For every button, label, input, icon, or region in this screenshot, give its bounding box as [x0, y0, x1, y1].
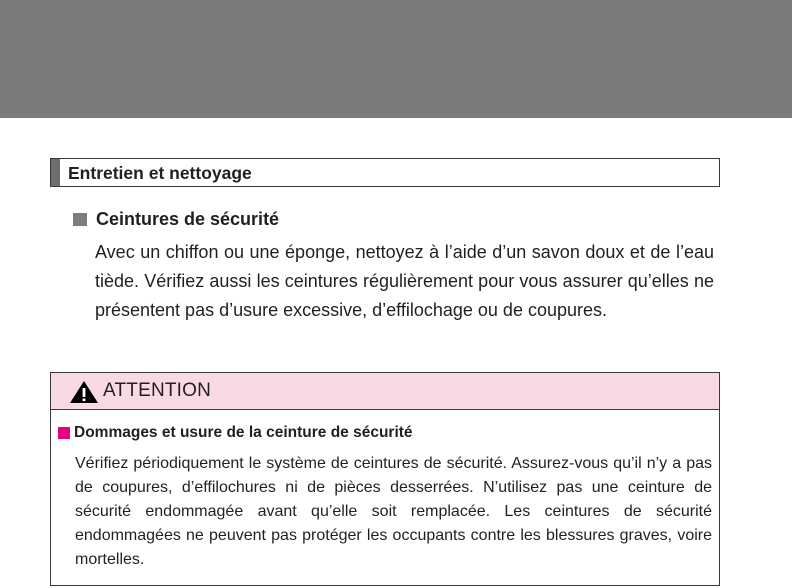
warning-heading-text: Dommages et usure de la ceinture de sécurité: [74, 424, 413, 441]
warning-label: ATTENTION: [103, 380, 212, 401]
section-header-bar: [51, 159, 60, 186]
warning-box: [50, 372, 720, 586]
warning-body: Vérifiez périodiquement le système de ceintures de sécurité. Assurez-vous qu’il n’y a pas de coupures, d’effilochures ni de pièces desserrées. N’utilisez pas une ceinture de sécurité endommagée avant qu’elle soit remplacée. Les ceintures de sécurité endommagées ne peuvent pas protéger les occupants contre les blessures graves, voire mortelles.: [75, 455, 712, 568]
warning-triangle-icon: [69, 380, 99, 404]
section-header: [50, 158, 720, 187]
square-bullet-icon: [58, 427, 70, 439]
square-bullet-icon: [73, 213, 87, 226]
subsection-body: Avec un chiffon ou une éponge, nettoyez à l’aide d’un savon doux et de l’eau tiède. Vérifiez aussi les ceintures régulièrement pour vous assurer qu’elles ne présentent pas d’usure excessive, d’effilochage ou de coupures.: [95, 242, 714, 320]
subsection-heading-text: Ceintures de sécurité: [96, 209, 280, 229]
section-title: Entretien et nettoyage: [68, 163, 252, 183]
warning-header: [51, 373, 719, 410]
page-header-band: [0, 0, 792, 118]
